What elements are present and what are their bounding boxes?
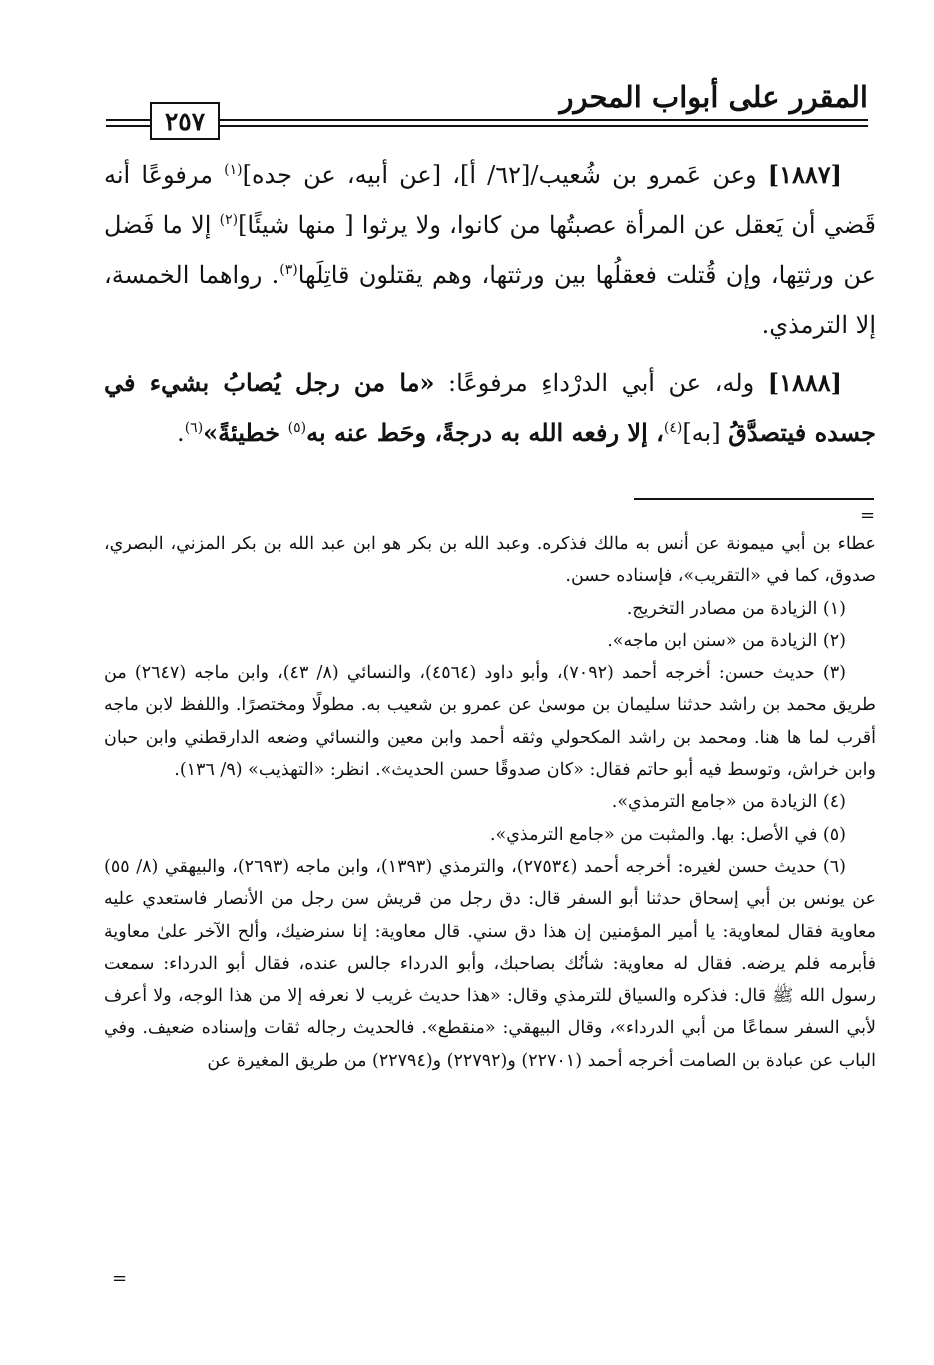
footnote-continuation: عطاء بن أبي ميمونة عن أنس به مالك فذكره. وعبد الله بن بكر هو ابن عبد الله بن بكر المزني، البصري، صدوق، كما في «التقريب»، فإسناده حسن. bbox=[104, 534, 876, 587]
hadith-1887-text-c: إلا ما فَضل عن ورثتِها، وإن قُتلت فعقلُها بين ورثتها، وهم يقتلون قاتِلَها bbox=[104, 211, 876, 289]
footnote-ref-1: (١) bbox=[224, 162, 243, 178]
footnotes bbox=[104, 528, 876, 1077]
footnote-5: (٥) في الأصل: بها. والمثبت من «جامع الترمذي». bbox=[489, 824, 846, 845]
hadith-1888-addition: [به] bbox=[682, 419, 721, 447]
footnote-ref-6: (٦) bbox=[184, 420, 204, 436]
continuation-mark-bottom: = bbox=[112, 1268, 128, 1289]
hadith-1887 bbox=[104, 150, 876, 350]
hadith-1888 bbox=[104, 358, 876, 458]
hadith-1887-text-d: . رواهما الخمسة، إلا الترمذي. bbox=[104, 261, 876, 339]
footnote-ref-5: (٥) bbox=[287, 420, 307, 436]
main-text bbox=[104, 150, 876, 466]
footnote-ref-2: (٢) bbox=[219, 212, 239, 228]
book-title: المقرر على أبواب المحرر bbox=[559, 80, 868, 114]
page-number: ٢٥٧ bbox=[150, 102, 220, 140]
hadith-1887-text-a: وعن عَمرو بن شُعيب/[٦٢/ أ]، [عن أبيه، عن جده] bbox=[242, 161, 757, 189]
footnote-4: (٤) الزيادة من «جامع الترمذي». bbox=[611, 792, 846, 813]
hadith-1888-quote-a: «ما من رجل يُصابُ بشيء في جسده فيتصدَّقُ bbox=[104, 368, 876, 447]
hadith-1888-end: . bbox=[177, 419, 185, 447]
hadith-1888-quote-c: خطيئةً» bbox=[203, 418, 281, 447]
hadith-1887-text-b: مرفوعًا أنه قَضي أن يَعقل عن المرأة عصبتُها من كانوا، ولا يرثوا [ منها شيئًا] bbox=[104, 161, 876, 239]
hadith-number-1888: [١٨٨٨] bbox=[767, 368, 842, 397]
footnote-ref-3: (٣) bbox=[279, 262, 298, 278]
header-rule-bottom bbox=[106, 125, 868, 127]
header-rule-top bbox=[106, 119, 868, 121]
hadith-1888-intro: وله، عن أبي الدرْداءِ مرفوعًا: bbox=[448, 369, 755, 397]
continuation-mark-top: = bbox=[860, 505, 876, 526]
footnote-3: (٣) حديث حسن: أخرجه أحمد (٧٠٩٢)، وأبو داود (٤٥٦٤)، والنسائي (٨/ ٤٣)، وابن ماجه (٢٦٤٧) من طريق محمد بن راشد حدثنا سليمان بن موسىٰ عن عمرو بن شعيب به. مطولًا ومختصرًا. واللفظ لابن ماجه أقرب لما ها هنا. ومحمد بن راشد المكحولي وثقه أحمد وابن معين والنسائي وضعه الدارقطني وابن حبان وابن خراش، وتوسط فيه أبو حاتم فقال: «كان صدوقًا حسن الحديث». انظر: «التهذيب» (٩/ ١٣٦). bbox=[104, 663, 876, 781]
hadith-1888-quote-b: ، إلا رفعه الله به درجةً، وحَط عنه به bbox=[306, 418, 664, 447]
footnote-ref-4: (٤) bbox=[663, 420, 683, 436]
footnote-1: (١) الزيادة من مصادر التخريج. bbox=[626, 598, 846, 619]
footnote-2: (٢) الزيادة من «سنن ابن ماجه». bbox=[607, 630, 846, 651]
footnote-6: (٦) حديث حسن لغيره: أخرجه أحمد (٢٧٥٣٤)، والترمذي (١٣٩٣)، وابن ماجه (٢٦٩٣)، والبيهقي (٨/ ٥٥) عن يونس بن أبي إسحاق حدثنا أبو السفر قال: دق رجل من قريش سن رجل من الأنصار فاستعدي عليه معاوية فقال لمعاوية: يا أمير المؤمنين إن هذا دق سني. قال معاوية: إنا سنرضيك، وألح الآخر علىٰ معاوية فأبرمه فلم يرضه. فقال له معاوية: شأنُك بصاحبك، وأبو الدرداء جالس عنده، فقال أبو الدرداء: سمعت رسول الله ﷺ قال: فذكره والسياق للترمذي وقال: «هذا حديث غريب لا نعرفه إلا من هذا الوجه، ولا أعرف لأبي السفر سماعًا من أبي الدرداء»، وقال البيهقي: «منقطع». فالحديث رجاله ثقات وإسناده ضعيف. وفي الباب عن عبادة بن الصامت أخرجه أحمد (٢٢٧٠١) و(٢٢٧٩٢) و(٢٢٧٩٤) من طريق المغيرة عن bbox=[104, 856, 876, 1071]
footnote-separator bbox=[634, 498, 874, 500]
hadith-number-1887: [١٨٨٧] bbox=[767, 160, 842, 189]
